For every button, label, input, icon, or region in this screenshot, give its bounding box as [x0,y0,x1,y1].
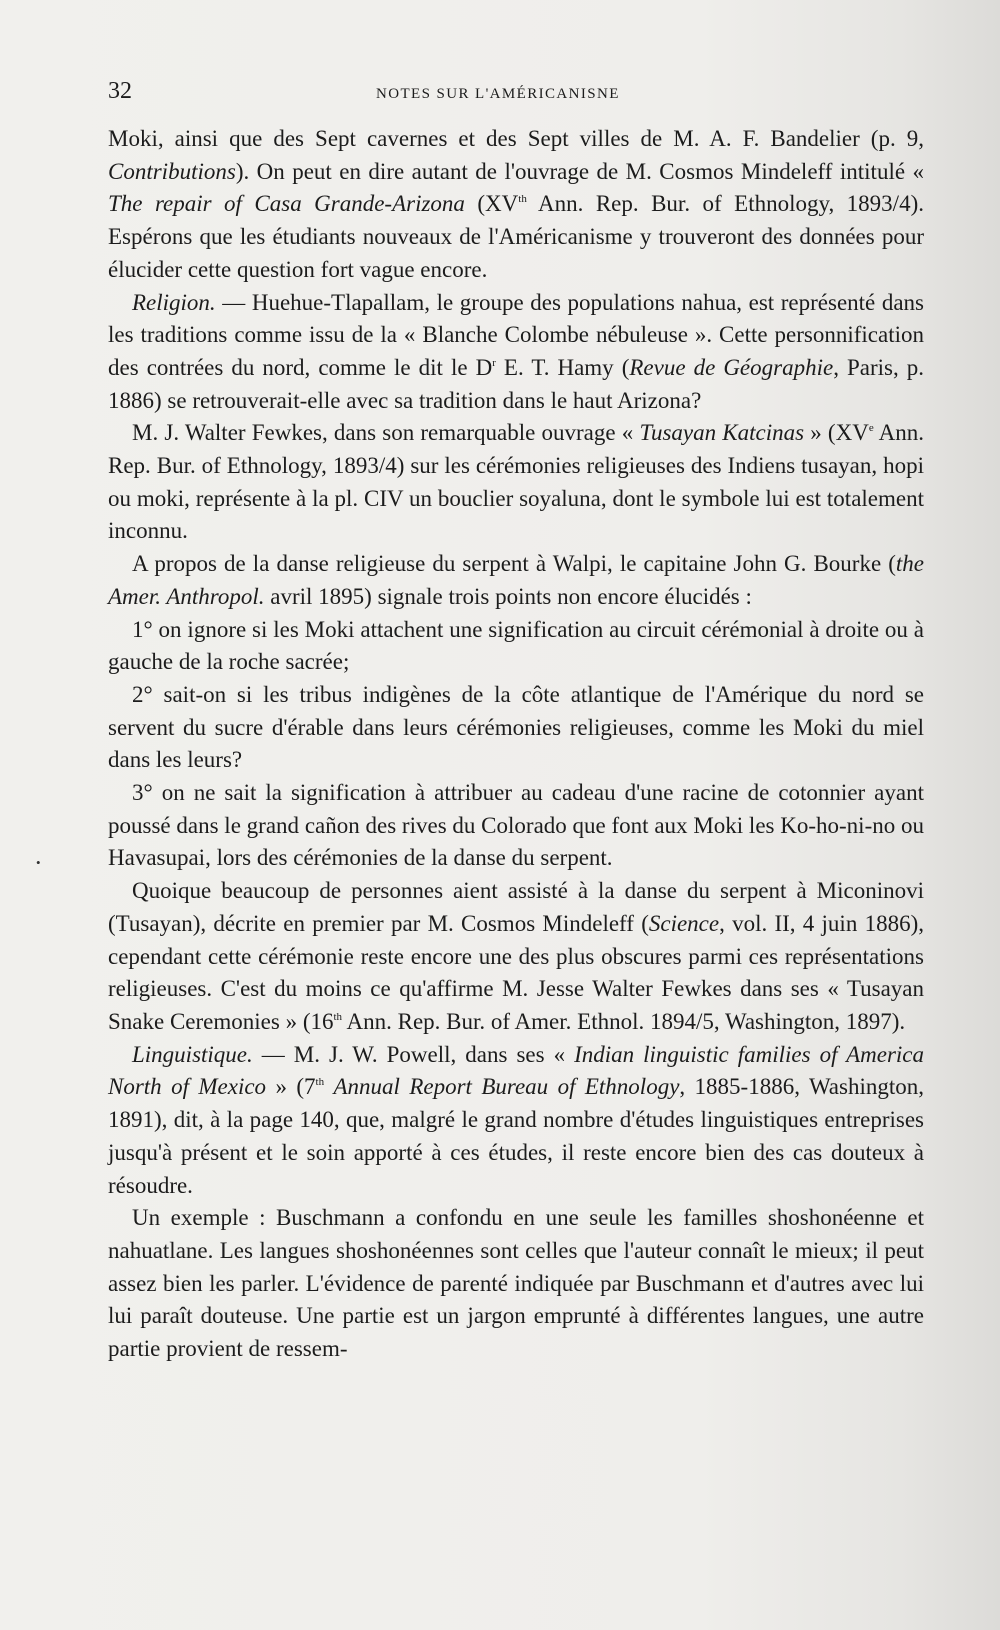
citation-title: Tusayan Katcinas [639,420,805,446]
citation-title: Science [648,910,720,936]
paragraph-3 [108,417,924,548]
margin-mark: • [36,855,41,870]
text-span: Ann. Rep. Bur. of Amer. Ethnol. 1894/5, Washington, 1897). [342,1008,906,1034]
page-number: 32 [108,78,132,104]
citation-title: Contributions [108,158,236,184]
text-span: (XV [464,191,519,217]
superscript: th [518,193,527,206]
text-span: , Paris, p. 1886) se retrouverait-elle avec sa tradition dans le haut Arizona? [108,354,924,413]
superscript: r [492,356,496,369]
paragraph-religion [108,287,924,418]
text-span: » (7 [266,1074,316,1100]
list-item-3: 3° on ne sait la signification à attribuer au cadeau d'une racine de cotonnier ayant poussé dans le grand cañon des rives du Colorado que font aux Moki les Ko-ho-ni-no ou Havasupai, lors des cérémonies de la danse du serpent. [108,780,924,871]
paragraph-10: Un exemple : Buschmann a confondu en une seule les familles shoshonéenne et nahuatlane. Les langues shoshonéennes sont celles que l'auteur connaît le mieux; il peut assez bien les parler. L'évidence de parenté indiquée par Buschmann et d'autres avec lui lui paraît douteuse. Une partie est un jargon emprunté à différentes langues, une autre partie provient de ressem- [108,1205,924,1362]
text-span: Ann. Rep. Bur. of Ethnology, 1893/4). Espérons que les étudiants nouveaux de l'Américanisme y trouveront des données pour élucider cette question fort vague encore. [108,191,924,282]
section-heading: Religion. [132,289,216,315]
citation-title: Indian linguistic families of America North of Mexico [108,1041,924,1100]
paragraph-4 [108,548,924,613]
body-text [108,123,924,1366]
superscript: th [315,1076,325,1089]
text-span: » (XV [804,420,869,446]
page-header [108,78,920,108]
citation-title: the Amer. Anthropol. [108,551,924,609]
list-item-1: 1° on ignore si les Moki attachent une signification au circuit cérémonial à droite ou à gauche de la roche sacrée; [108,616,924,675]
text-span: Ann. Rep. Bur. of Ethnology, 1893/4) sur les cérémonies religieuses des Indiens tusayan, hopi ou moki, représente à la pl. CIV un bouclier soyaluna, dont le symbole lui est totalement inconnu. [108,420,924,544]
text-span: avril 1895) signale trois points non encore élucidés : [264,583,752,609]
list-item-2: 2° sait-on si les tribus indigènes de la côte atlantique de l'Amérique du nord se servent du sucre d'érable dans leurs cérémonies religieuses, comme les Moki du miel dans les leurs? [108,681,924,773]
paragraph-8 [108,875,924,1039]
paragraph-linguistique [108,1039,924,1203]
text-span: Quoique beaucoup de personnes aient assisté à la danse du serpent à Miconinovi (Tusayan), décrite en premier par M. Cosmos Mindeleff ( [108,878,924,936]
text-span: A propos de la danse religieuse du serpent à Walpi, le capitaine John G. Bourke ( [132,551,896,577]
citation-title: Revue de Géographie [629,354,834,380]
text-span: — M. J. W. Powell, dans ses « [252,1041,575,1067]
text-span: M. J. Walter Fewkes, dans son remarquable ouvrage « [132,420,640,446]
text-span: Moki, ainsi que des Sept cavernes et des Sept villes de M. A. F. Bandelier (p. 9, [108,126,924,151]
citation-title: Annual Report Bureau of Ethnology [333,1074,680,1100]
text-span: , vol. II, 4 juin 1886), cependant cette cérémonie reste encore une des plus obscures parmi ces représentations religieuses. C'est du moins ce qu'affirme M. Jesse Walter Fewkes dans ses « Tusayan Snake Ceremonies » (16 [108,910,924,1034]
superscript: e [868,422,874,435]
citation-title: The repair of Casa Grande-Arizona [108,191,465,217]
section-heading: Linguistique. [132,1041,253,1067]
text-span: E. T. Hamy ( [495,354,630,380]
text-span: , 1885-1886, Washington, 1891), dit, à la page 140, que, malgré le grand nombre d'études linguistiques entreprises jusqu'à présent et le soin apporté à ces études, il reste encore bien des cas douteux à résoudre. [108,1074,925,1198]
running-title: NOTES SUR L'AMÉRICANISNE [376,86,620,102]
text-span: — Huehue-Tlapallam, le groupe des populations nahua, est représenté dans les traditions comme issu de la « Blanche Colombe nébuleuse ». Cette personnification des contrées du nord, comme le dit le D [108,289,924,380]
paragraph-1 [108,123,924,287]
superscript: th [333,1010,343,1023]
text-span: ). On peut en dire autant de l'ouvrage de M. Cosmos Mindeleff intitulé « [235,158,924,184]
